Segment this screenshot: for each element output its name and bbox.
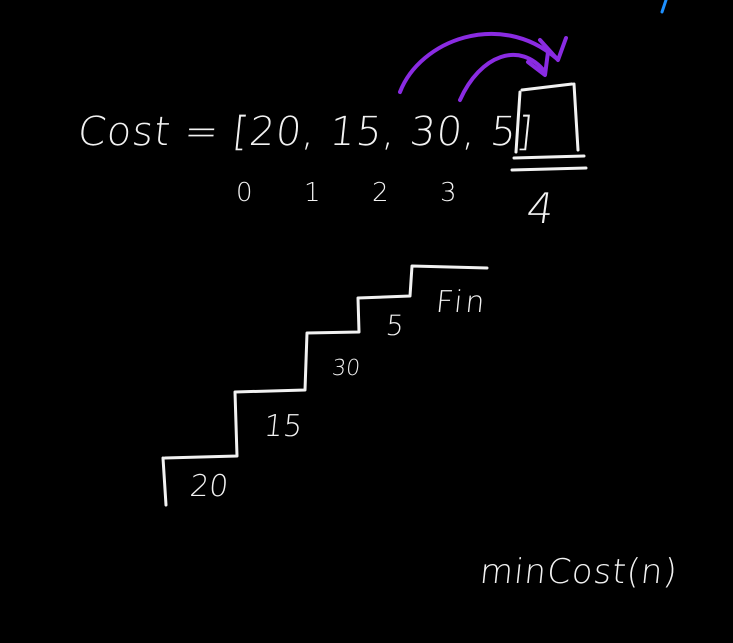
index-label-2: 2 (372, 178, 389, 208)
index-label-3: 3 (440, 178, 457, 208)
jump-arrows (400, 34, 566, 100)
function-label: minCost(n) (477, 552, 680, 592)
index-label-0: 0 (236, 178, 253, 208)
step-cost-1: 15 (262, 409, 305, 444)
finish-label: Fin (434, 285, 490, 320)
step-cost-0: 20 (188, 469, 231, 504)
index-label-1: 1 (304, 178, 321, 208)
cost-array-label: Cost = [20, 15, 30, 5] (75, 109, 536, 155)
step-cost-3: 5 (384, 309, 406, 342)
final-index-label: 4 (523, 184, 558, 233)
step-cost-2: 30 (330, 356, 362, 381)
accent-mark (662, 0, 666, 12)
jump-arrow-from-3 (460, 55, 545, 100)
jump-arrow-from-2 (400, 34, 556, 92)
